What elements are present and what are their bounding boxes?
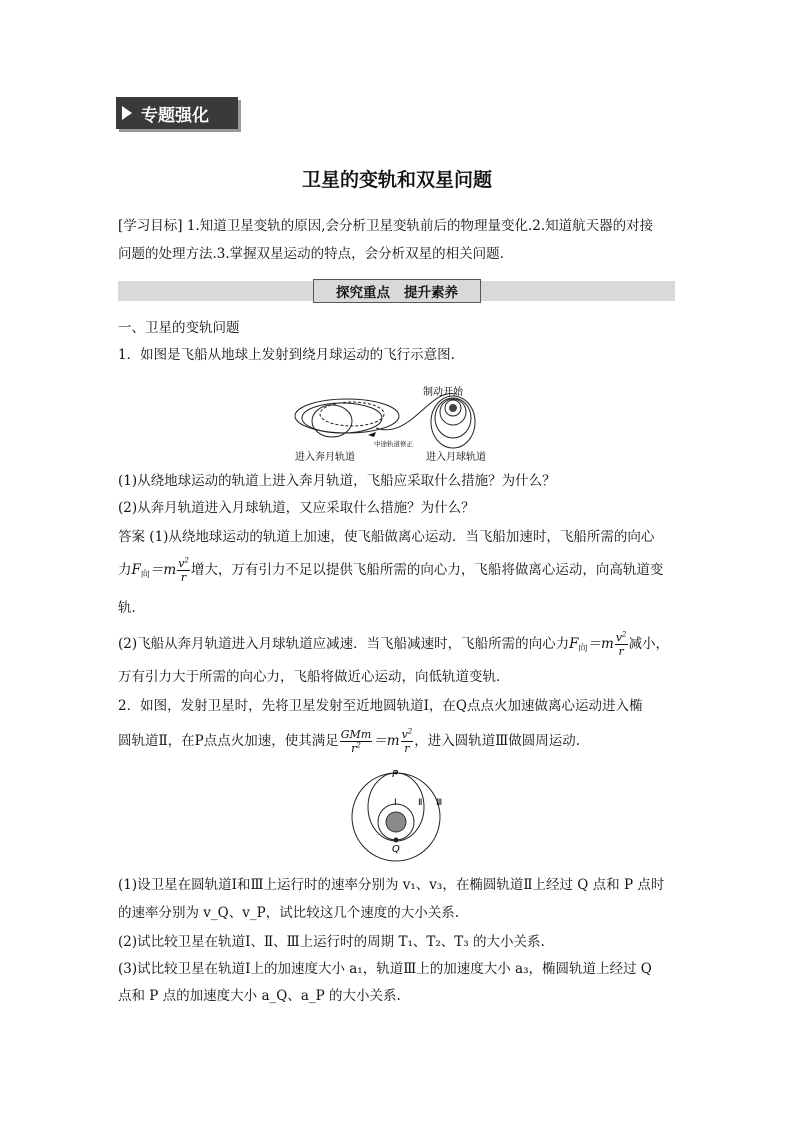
section-banner: [116, 97, 238, 129]
label-brake: 制动开始: [423, 387, 463, 398]
moon: [449, 404, 457, 412]
label-lunar: 进入月球轨道: [426, 452, 486, 463]
play-arrow-icon: [122, 106, 132, 120]
q1-stem: 1．如图是飞船从地球上发射到绕月球运动的飞行示意图.: [118, 347, 455, 363]
label-midcourse: 中途轨道修正: [374, 440, 413, 448]
earth: [386, 812, 406, 832]
goals-line-2: 问题的处理方法.3.掌握双星运动的特点，会分析双星的相关问题.: [118, 246, 504, 262]
svg-text:Ⅲ: Ⅲ: [436, 798, 443, 808]
point-q: [394, 838, 399, 843]
q1-answer-line-3: 轨．: [118, 600, 145, 616]
goals-line-1: [学习目标] 1.知道卫星变轨的原因,会分析卫星变轨前后的物理量变化.2.知道航天器的对接: [118, 218, 654, 234]
page-title: 卫星的变轨和双星问题: [301, 169, 492, 191]
q2-stem-line-2: 圆轨道Ⅱ，在P点点火加速，使其满足 $\frac{\text{GMm}}{r^2}$ ＝m $\frac{v^2}{r}$ ，进入圆轨道Ⅲ做圆周运动.: [118, 727, 581, 755]
q1-answer-line-2: 力$F_向=m$ $\frac{v^2}{r}$ 增大，万有引力不足以提供飞船所需的向心力，飞船将做离心运动，向高轨道变: [118, 556, 664, 584]
q1-sub2: (2)从奔月轨道进入月球轨道，又应采取什么措施？为什么？: [118, 500, 475, 516]
svg-text:P: P: [392, 769, 399, 780]
section-bar-left: 探究重点: [336, 285, 390, 301]
fraction-v2-r: $\frac{v^2}{r}$: [178, 556, 189, 584]
q1-answer-line-5: 万有引力大于所需的向心力，飞船将做近心运动，向低轨道变轨．: [118, 669, 510, 685]
trajectory-figure: [290, 378, 505, 466]
fraction-v2-r: $\frac{v^2}{r}$: [401, 727, 413, 755]
q2-sub2: (2)试比较卫星在轨道Ⅰ、Ⅱ、Ⅲ上运行时的周期 T₁、T₂、T₃ 的大小关系.: [118, 934, 545, 950]
q2-stem-line-1: 2．如图，发射卫星时，先将卫星发射至近地圆轨道Ⅰ，在Q点点火加速做离心运动进入椭: [118, 698, 643, 714]
svg-text:Q: Q: [392, 844, 400, 855]
svg-text:Ⅱ: Ⅱ: [418, 798, 423, 808]
q2-sub3-line-1: (3)试比较卫星在轨道Ⅰ上的加速度大小 a₁，轨道Ⅲ上的加速度大小 a₃，椭圆轨道上经过 Q: [118, 961, 652, 977]
section-bar-right: 提升素养: [404, 285, 458, 301]
spacecraft-icon: [368, 432, 376, 437]
svg-text:Ⅰ: Ⅰ: [394, 798, 397, 808]
q1-sub1: (1)从绕地球运动的轨道上进入奔月轨道，飞船应采取什么措施？为什么？: [118, 473, 556, 489]
banner-label: 专题强化: [141, 105, 209, 126]
section-heading: 一、卫星的变轨问题: [118, 320, 240, 336]
fraction-v2-r: $\frac{v^2}{r}$: [615, 630, 627, 658]
q1-answer-line-4: (2)飞船从奔月轨道进入月球轨道应减速．当飞船减速时，飞船所需的向心力$F_向=m$ $\frac{v^2}{r}$ 减小，: [118, 630, 670, 658]
label-transfer: 进入奔月轨道: [295, 452, 355, 463]
q1-answer-line-1: 答案 (1)从绕地球运动的轨道上加速，使飞船做离心运动．当飞船加速时，飞船所需的向心: [118, 529, 655, 545]
orbit-figure: [348, 767, 458, 865]
q2-sub1-line-2: 的速率分别为 v_Q、v_P，试比较这几个速度的大小关系.: [118, 905, 459, 921]
fraction-gmm-r2: $\frac{\text{GMm}}{r^2}$: [340, 728, 372, 755]
answer-label: 答案: [118, 529, 145, 545]
q2-sub1-line-1: (1)设卫星在圆轨道Ⅰ和Ⅲ上运行时的速率分别为 v₁、v₃，在椭圆轨道Ⅱ上经过 Q 点和 P 点时: [118, 877, 665, 893]
section-bar: [313, 279, 481, 303]
q2-sub3-line-2: 点和 P 点的加速度大小 a_Q、a_P 的大小关系.: [118, 988, 401, 1004]
